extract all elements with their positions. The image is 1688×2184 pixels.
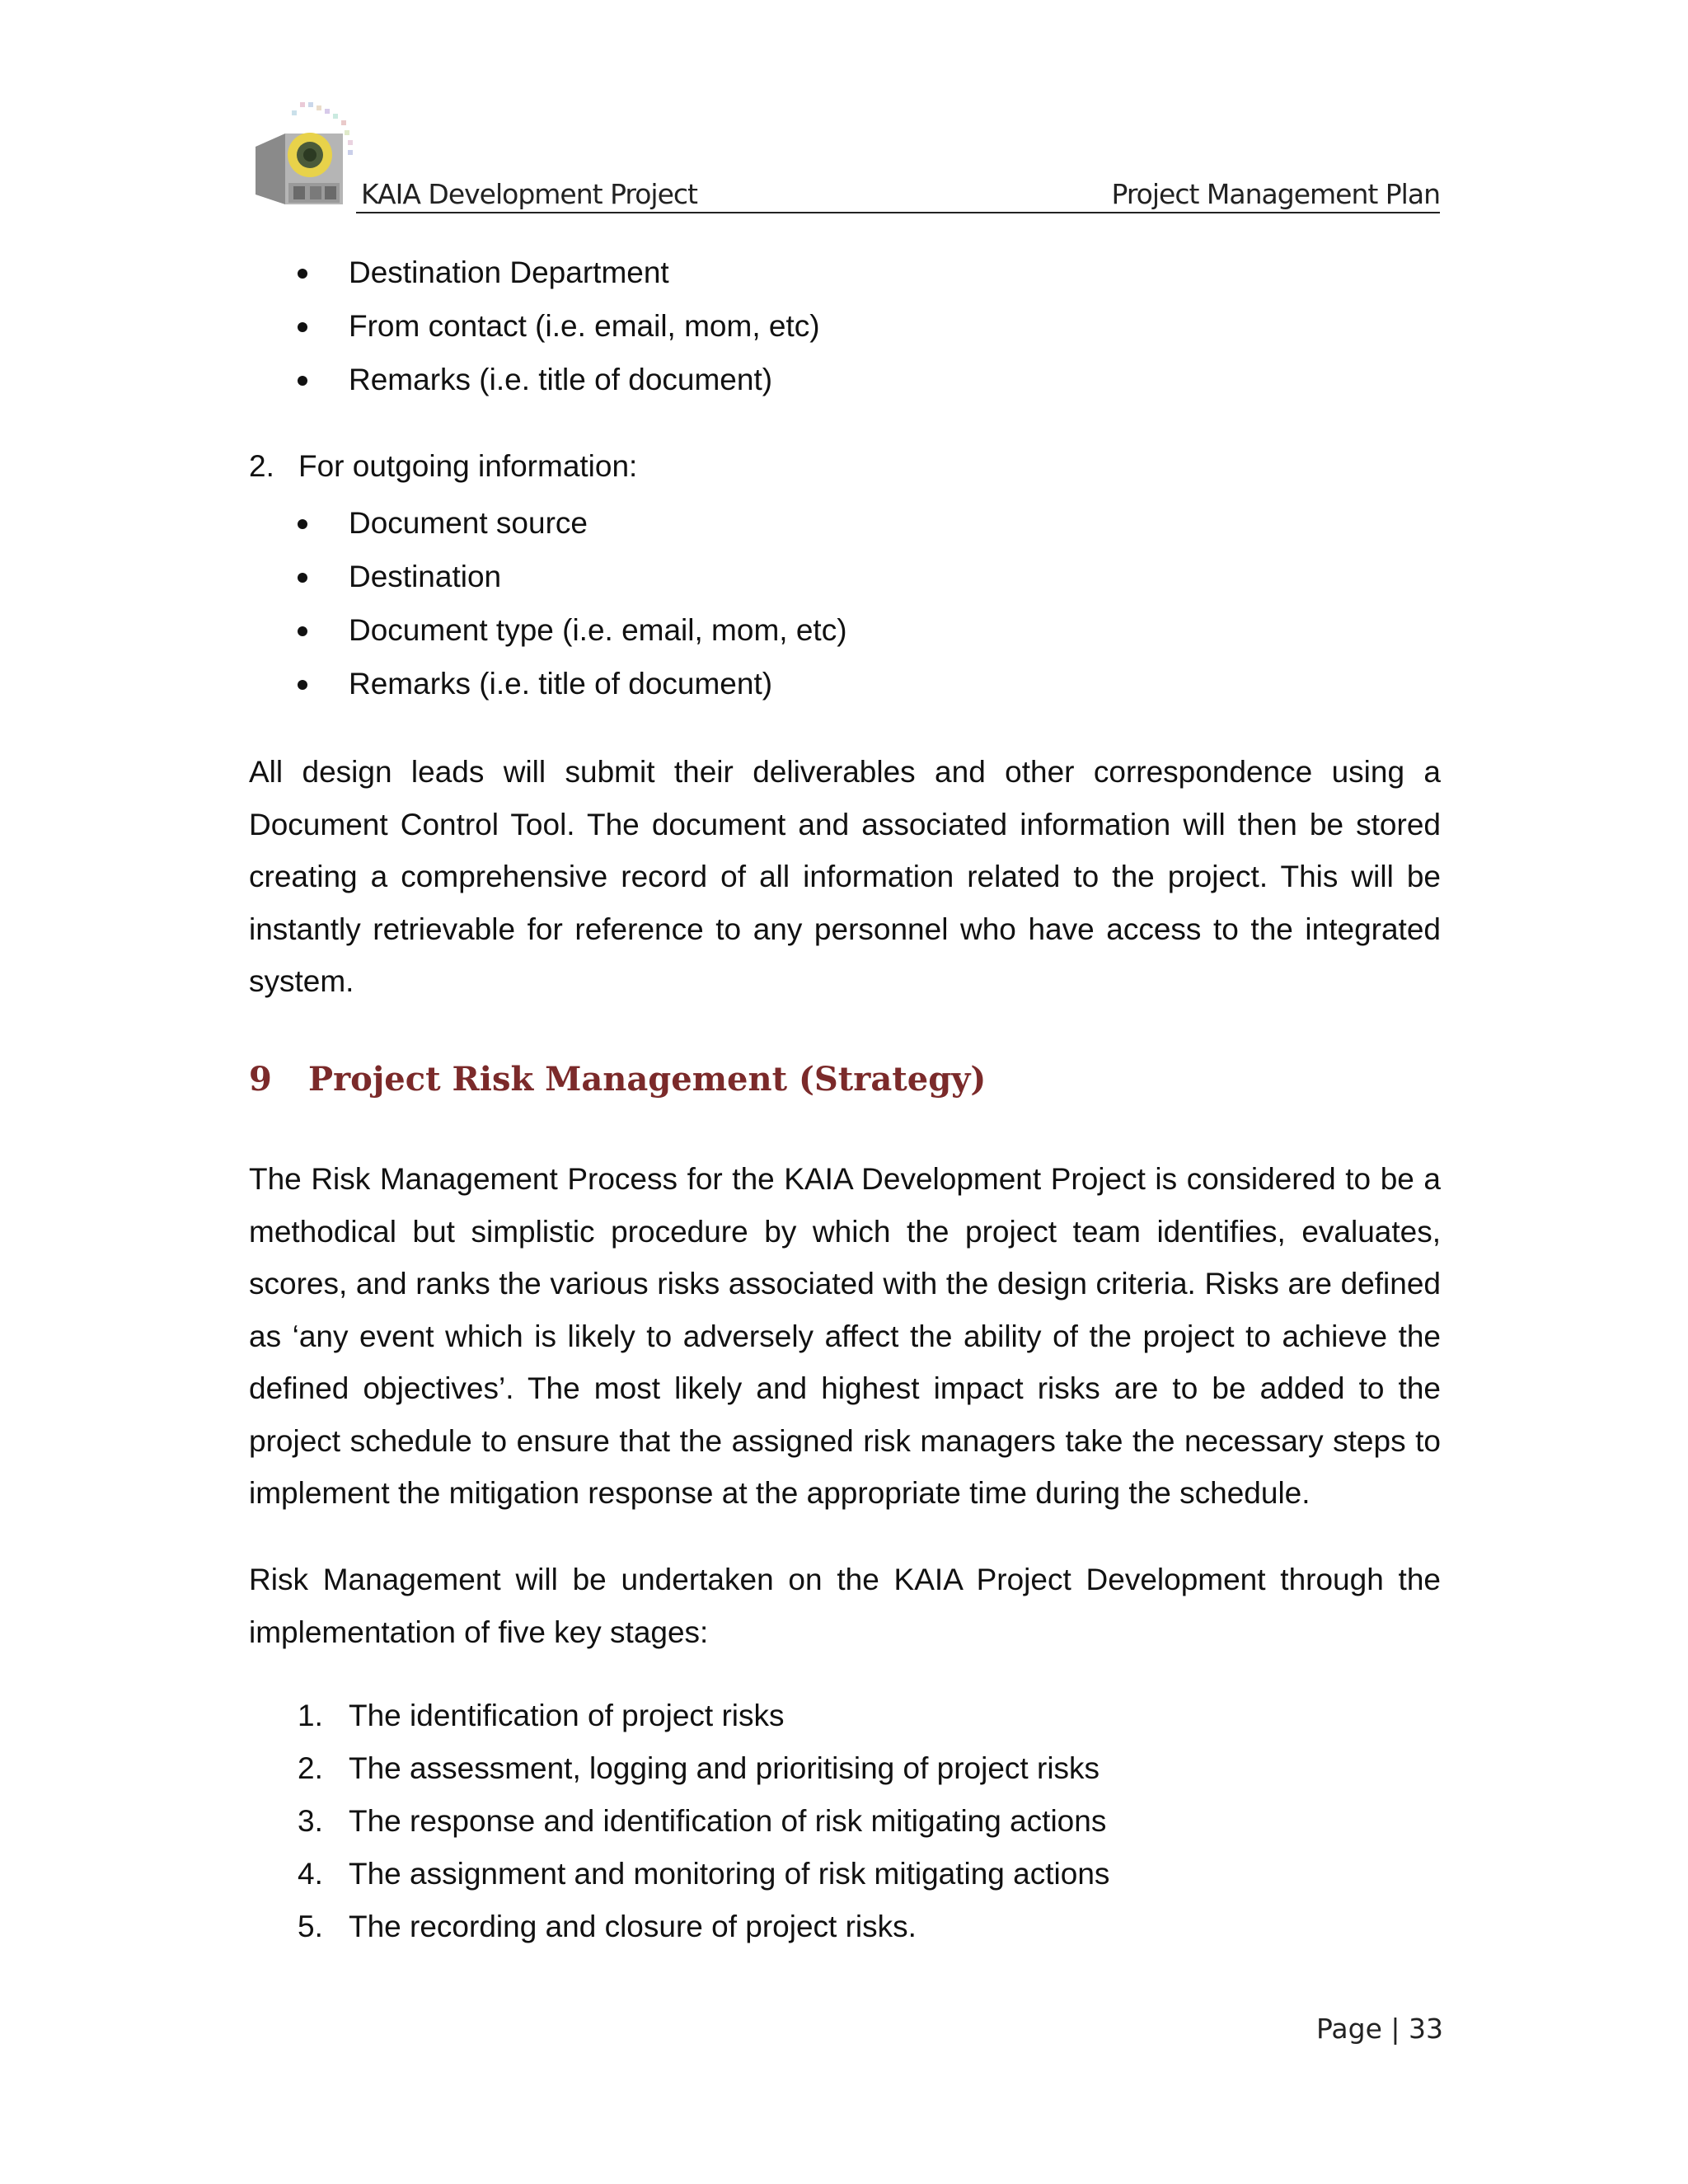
page-number: Page | 33	[1316, 2013, 1443, 2045]
header-document-title: Project Management Plan	[1111, 178, 1440, 210]
list-item: Destination	[249, 550, 847, 603]
list-item: Remarks (i.e. title of document)	[249, 353, 820, 406]
list-item: Remarks (i.e. title of document)	[249, 657, 847, 710]
list-item: 1. The identification of project risks	[298, 1699, 785, 1732]
bullet-icon	[298, 573, 307, 583]
stages-intro-paragraph: Risk Management will be undertaken on the KAIA Project Development through the implementation of five key stages:	[249, 1563, 1441, 1649]
list-item: 5. The recording and closure of project risks.	[298, 1910, 917, 1943]
section-title: Project Risk Management (Strategy)	[308, 1060, 987, 1099]
bullet-icon	[298, 322, 307, 332]
list-item: Document type (i.e. email, mom, etc)	[249, 603, 847, 657]
list-item: Destination Department	[249, 246, 820, 299]
header-divider	[356, 212, 1440, 213]
risk-stages-list	[249, 1690, 1109, 1953]
list-item: 2. The assessment, logging and prioritising of project risks	[298, 1751, 1100, 1785]
outgoing-heading	[249, 440, 637, 493]
list-item: Document source	[249, 496, 847, 550]
outgoing-number: 2.	[249, 449, 274, 483]
header-project-title: KAIA Development Project	[361, 178, 697, 210]
project-logo	[252, 97, 361, 211]
bullet-icon	[298, 626, 307, 636]
bullet-icon	[298, 680, 307, 690]
risk-process-paragraph: The Risk Management Process for the KAIA Development Project is considered to be a methodical but simplistic procedure by which the project team identifies, evaluates, scores, and ranks the various risks associated with the design criteria. Risks are defined as ‘any event which is likely to adversely affect the ability of the project to achieve the defined objectives’. The most likely and highest impact risks are to be added to the project schedule to ensure that the assigned risk managers take the necessary steps to implement the mitigation response at the appropriate time during the schedule.	[249, 1162, 1441, 1510]
bullet-icon	[298, 376, 307, 386]
list-item: 3. The response and identification of risk mitigating actions	[298, 1804, 1107, 1838]
document-control-paragraph: All design leads will submit their deliverables and other correspondence using a Document Control Tool. The document and associated information will then be stored creating a comprehensive record of all information related to the project. This will be instantly retrievable for reference to any personnel who have access to the integrated system.	[249, 755, 1441, 998]
incoming-fields-list	[249, 246, 820, 406]
list-item: From contact (i.e. email, mom, etc)	[249, 299, 820, 353]
section-heading	[249, 1060, 986, 1099]
outgoing-label: For outgoing information:	[298, 449, 638, 483]
list-item: 4. The assignment and monitoring of risk mitigating actions	[298, 1857, 1110, 1891]
bullet-icon	[298, 269, 307, 279]
outgoing-fields-list	[249, 496, 847, 710]
section-number: 9	[249, 1060, 272, 1099]
bullet-icon	[298, 519, 307, 529]
